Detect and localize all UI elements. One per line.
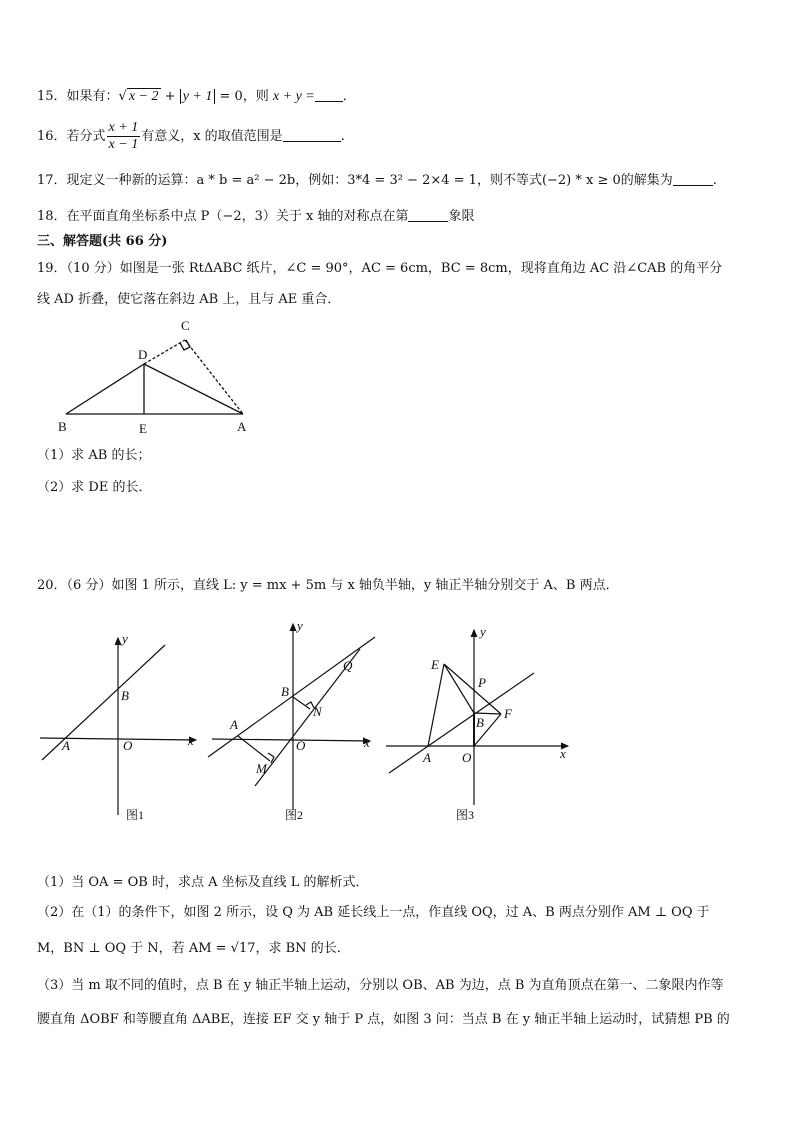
fig2-label-Q: Q	[343, 658, 353, 673]
fig2-label-M: M	[256, 761, 267, 776]
q18-end: 象限	[448, 209, 475, 224]
label-A: A	[237, 419, 247, 434]
q16-numerator: x + 1	[108, 120, 139, 135]
fig1-label-B: B	[121, 688, 129, 703]
q20-part-1: （1）当 OA = OB 时，求点 A 坐标及直线 L 的解析式．	[37, 875, 369, 890]
q19-part-2: （2）求 DE 的长．	[37, 480, 152, 495]
q15-sqrt-arg: x − 2	[128, 89, 159, 104]
fig1-label-A: A	[62, 738, 70, 753]
q20-part-3-line-2: 腰直角 ΔOBF 和等腰直角 ΔABE，连接 EF 交 y 轴于 P 点，如图 3 问：当点 B 在 y 轴正半轴上运动时，试猜想 PB 的	[37, 1012, 730, 1027]
fig1-label-x: x	[188, 733, 194, 748]
q15-abs-arg: y + 1	[182, 89, 213, 104]
fig1-line-L	[42, 645, 165, 760]
fig3-segment-BF	[474, 713, 501, 714]
fig3-label-A: A	[423, 750, 431, 765]
fig3-label-F: F	[504, 706, 512, 721]
q16-suffix: 有意义，x 的取值范围是	[141, 129, 283, 144]
fig2-segment-BN	[293, 697, 310, 709]
fig2-label-y: y	[297, 618, 303, 633]
q20-part-2-line-1: （2）在（1）的条件下，如图 2 所示，设 Q 为 AB 延长线上一点，作直线 OQ，过 A、B 两点分别作 AM ⊥ OQ 于	[37, 905, 710, 920]
q19-part-1: （1）求 AB 的长；	[37, 448, 151, 463]
fig3-label-P: P	[478, 675, 486, 690]
fig1-caption: 图1	[126, 808, 145, 822]
fig3-segment-EF	[444, 664, 501, 714]
fig3-label-y: y	[480, 624, 486, 639]
q19-line-1: 19．（10 分）如图是一张 RtΔABC 纸片，∠C = 90°，AC = 6cm，BC = 8cm，现将直角边 AC 沿∠CAB 的角平分	[37, 261, 723, 276]
q16-denominator: x − 1	[108, 137, 139, 152]
fig2-label-N: N	[313, 704, 322, 719]
fig3-label-x: x	[560, 746, 566, 761]
q20-line-1: 20．（6 分）如图 1 所示，直线 L: y = mx + 5m 与 x 轴负半轴，y 轴正半轴分别交于 A、B 两点．	[37, 578, 619, 593]
fig3-label-B: B	[476, 715, 484, 730]
fig3-label-O: O	[462, 750, 472, 765]
q18-text: 18．在平面直角坐标系中点 P（−2，3）关于 x 轴的对称点在第	[37, 209, 409, 224]
q20-part-3-line-1: （3）当 m 取不同的值时，点 B 在 y 轴正半轴上运动，分别以 OB、AB 为边，点 B 为直角顶点在第一、二象限内作等	[37, 978, 724, 993]
fig3-caption: 图3	[456, 808, 475, 822]
q17-end: .	[712, 173, 717, 188]
fig2-label-x: x	[364, 735, 370, 750]
q15-end: ．	[342, 89, 356, 104]
label-D: D	[138, 347, 148, 362]
q16-prefix: 16．若分式	[37, 129, 106, 144]
fig3-segment-EB	[444, 664, 474, 713]
figure-1	[40, 638, 196, 815]
q15-plus: +	[160, 89, 180, 104]
fig2-label-O: O	[296, 738, 306, 753]
fig1-label-y: y	[122, 631, 128, 646]
fig1-label-O: O	[123, 738, 133, 753]
fig2-label-B: B	[281, 684, 289, 699]
q15-sqrt: √ x − 2	[118, 89, 159, 104]
fig3-segment-EA	[428, 664, 444, 746]
q15-prefix: 15．如果有：	[37, 89, 119, 104]
fig2-caption: 图2	[285, 808, 304, 822]
section-3-heading: 三、解答题(共 66 分)	[37, 234, 168, 249]
fig2-label-A: A	[230, 717, 238, 732]
q15-expr: x + y =	[272, 89, 315, 104]
q15-eq: = 0，则	[215, 89, 273, 104]
fig3-label-E: E	[431, 657, 439, 672]
label-E: E	[139, 421, 147, 436]
label-B: B	[58, 419, 67, 434]
q17-text: 17．现定义一种新的运算：a * b = a² − 2b，例如：3*4 = 3² − 2×4 = 1，则不等式(−2) * x ≥ 0的解集为	[37, 173, 673, 188]
label-C: C	[181, 318, 190, 333]
q16-end: .	[340, 129, 345, 144]
q19-line-2: 线 AD 折叠，使它落在斜边 AB 上，且与 AE 重合．	[37, 292, 341, 307]
q20-part-2-line-2: M，BN ⊥ OQ 于 N，若 AM = √17，求 BN 的长．	[37, 941, 350, 956]
